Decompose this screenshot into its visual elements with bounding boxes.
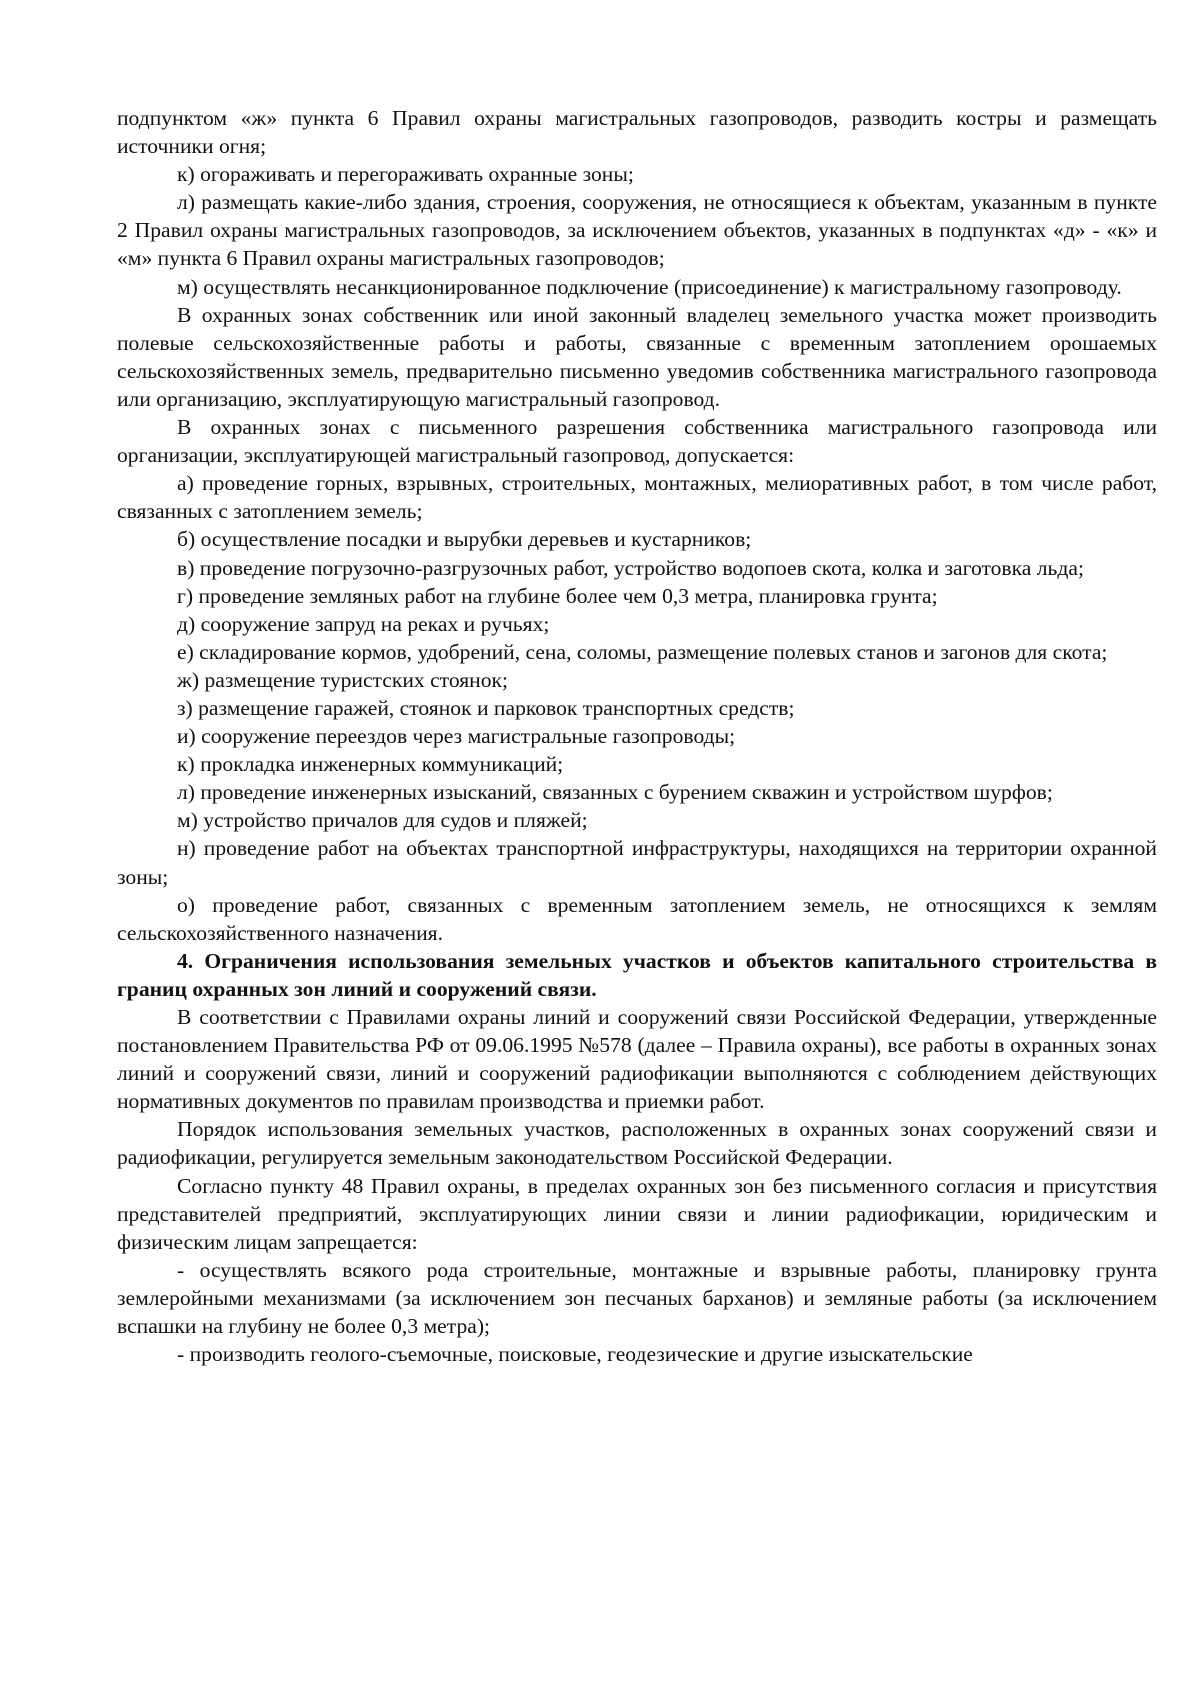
list-item-d-dams: д) сооружение запруд на реках и ручьях;: [177, 611, 550, 636]
list-item-b-trees: б) осуществление посадки и вырубки деревьев и кустарников;: [177, 527, 752, 552]
list-item-i-crossings: и) сооружение переездов через магистральные газопроводы;: [177, 724, 736, 749]
list-item-construction-works: - осуществлять всякого рода строительные, монтажные и взрывные работы, планировку грунта землеройными механизмами (за исключением зон песчаных барханов) и земляные работы (за исключением вспашки на глубину не более 0,3 метра);: [117, 1257, 1157, 1339]
paragraph-1-continuation: подпунктом «ж» пункта 6 Правил охраны магистральных газопроводов, разводить костры и размещать источники огня;: [117, 106, 1157, 159]
list-item-a-mining: а) проведение горных, взрывных, строительных, монтажных, мелиоративных работ, в том числе работ, связанных с затоплением земель;: [117, 471, 1157, 524]
list-item-l-surveys: л) проведение инженерных изысканий, связанных с бурением скважин и устройством шурфов;: [177, 780, 1053, 805]
list-item-survey-works: - производить геолого-съемочные, поисковые, геодезические и другие изыскательские: [177, 1342, 973, 1367]
list-item-n-transport: н) проведение работ на объектах транспортной инфраструктуры, находящихся на территории охранной зоны;: [117, 836, 1157, 889]
paragraph-point-48: Согласно пункту 48 Правил охраны, в пределах охранных зон без письменного согласия и присутствия представителей предприятий, эксплуатирующих линии связи и линии радиофикации, юридическим и физическим лицам запрещается:: [117, 1173, 1157, 1254]
document-page: [117, 104, 1157, 1368]
list-item-e-storage: е) складирование кормов, удобрений, сена, соломы, размещение полевых станов и загонов для скота;: [177, 639, 1108, 664]
list-item-g-earthwork: г) проведение земляных работ на глубине более чем 0,3 метра, планировка грунта;: [177, 583, 938, 608]
list-item-m-piers: м) устройство причалов для судов и пляжей;: [177, 808, 588, 833]
list-item-o-flooding: о) проведение работ, связанных с временным затоплением земель, не относящихся к землям сельскохозяйственного назначения.: [117, 892, 1157, 945]
list-item-v-loading: в) проведение погрузочно-разгрузочных работ, устройство водопоев скота, колка и заготовка льда;: [177, 555, 1084, 580]
list-item-zh-camps: ж) размещение туристских стоянок;: [177, 667, 508, 692]
paragraph-owner-field-work: В охранных зонах собственник или иной законный владелец земельного участка может производить полевые сельскохозяйственные работы и работы, связанные с временным затоплением орошаемых сельскохозяйственных земель, предварительно письменно уведомив собственника магистрального газопровода или организацию, эксплуатирующую магистральный газопровод.: [117, 302, 1157, 411]
list-item-m-connection: м) осуществлять несанкционированное подключение (присоединение) к магистральному газопроводу.: [177, 274, 1122, 299]
list-item-k-utilities: к) прокладка инженерных коммуникаций;: [177, 752, 564, 777]
list-item-z-garages: з) размещение гаражей, стоянок и парковок транспортных средств;: [177, 695, 795, 720]
paragraph-communication-rules: В соответствии с Правилами охраны линий и сооружений связи Российской Федерации, утвержденные постановлением Правительства РФ от 09.06.1995 №578 (далее – Правила охраны), все работы в охранных зонах линий и сооружений связи, линий и сооружений радиофикации выполняются с соблюдением действующих нормативных документов по правилам производства и приемки работ.: [117, 1005, 1157, 1114]
paragraph-land-use-order: Порядок использования земельных участков, расположенных в охранных зонах сооружений связи и радиофикации, регулируется земельным законодательством Российской Федерации.: [117, 1117, 1157, 1170]
paragraph-written-permission: В охранных зонах с письменного разрешения собственника магистрального газопровода или организации, эксплуатирующей магистральный газопровод, допускается:: [117, 415, 1157, 468]
list-item-k-fencing: к) огораживать и перегораживать охранные зоны;: [177, 162, 634, 187]
section-heading-4: 4. Ограничения использования земельных участков и объектов капитального строительства в границ охранных зон линий и сооружений связи.: [117, 948, 1157, 1001]
list-item-l-buildings: л) размещать какие-либо здания, строения, сооружения, не относящиеся к объектам, указанным в пункте 2 Правил охраны магистральных газопроводов, за исключением объектов, указанных в подпунктах «д» - «к» и «м» пункта 6 Правил охраны магистральных газопроводов;: [117, 190, 1157, 271]
